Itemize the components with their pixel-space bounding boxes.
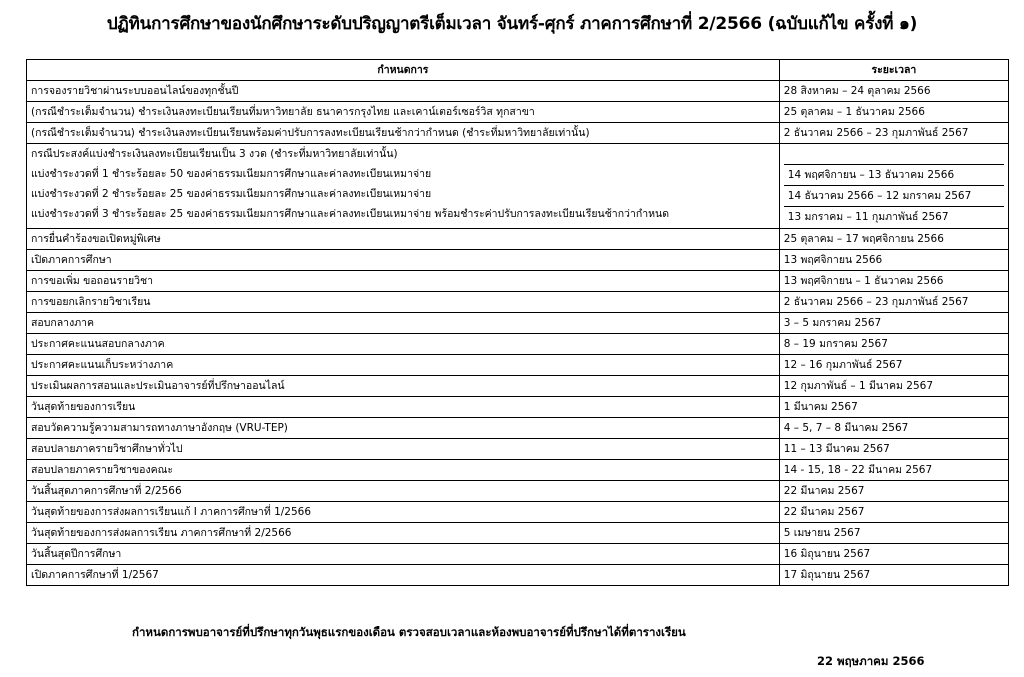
installment-date-blank bbox=[784, 144, 1004, 164]
schedule-item: (กรณีชำระเต็มจำนวน) ชำระเงินลงทะเบียนเรียนพร้อมค่าปรับการลงทะเบียนเรียนช้ากว่ากำหนด (ชำระที่มหาวิทยาลัยเท่านั้น) bbox=[27, 123, 780, 144]
schedule-date: 11 – 13 มีนาคม 2567 bbox=[779, 439, 1008, 460]
schedule-item: เปิดภาคการศึกษา bbox=[27, 250, 780, 271]
schedule-date: 25 ตุลาคม – 17 พฤศจิกายน 2566 bbox=[779, 229, 1008, 250]
schedule-date: 22 มีนาคม 2567 bbox=[779, 502, 1008, 523]
academic-calendar-table bbox=[26, 59, 1009, 586]
schedule-item: เปิดภาคการศึกษาที่ 1/2567 bbox=[27, 565, 780, 586]
table-row bbox=[27, 376, 1009, 397]
installment-line-2: แบ่งชำระงวดที่ 2 ชำระร้อยละ 25 ของค่าธรรมเนียมการศึกษาและค่าลงทะเบียนเหมาจ่าย bbox=[31, 188, 432, 200]
schedule-date: 2 ธันวาคม 2566 – 23 กุมภาพันธ์ 2567 bbox=[779, 292, 1008, 313]
advisor-meeting-note: กำหนดการพบอาจารย์ที่ปรึกษาทุกวันพุธแรกของเดือน ตรวจสอบเวลาและห้องพบอาจารย์ที่ปรึกษาได้ที่ตารางเรียน bbox=[132, 625, 686, 639]
schedule-date: 13 พฤศจิกายน – 1 ธันวาคม 2566 bbox=[779, 271, 1008, 292]
schedule-date: 12 – 16 กุมภาพันธ์ 2567 bbox=[779, 355, 1008, 376]
installment-date-2: 14 ธันวาคม 2566 – 12 มกราคม 2567 bbox=[784, 185, 1004, 206]
table-row bbox=[27, 250, 1009, 271]
schedule-date: 3 – 5 มกราคม 2567 bbox=[779, 313, 1008, 334]
installment-date-3: 13 มกราคม – 11 กุมภาพันธ์ 2567 bbox=[784, 206, 1004, 227]
document-date: 22 พฤษภาคม 2566 bbox=[817, 654, 925, 668]
schedule-item: สอบปลายภาครายวิชาศึกษาทั่วไป bbox=[27, 439, 780, 460]
table-row bbox=[27, 418, 1009, 439]
schedule-item: (กรณีชำระเต็มจำนวน) ชำระเงินลงทะเบียนเรียนที่มหาวิทยาลัย ธนาคารกรุงไทย และเคาน์เตอร์เซอร์วิส ทุกสาขา bbox=[27, 102, 780, 123]
schedule-item: การขอยกเลิกรายวิชาเรียน bbox=[27, 292, 780, 313]
table-row bbox=[27, 397, 1009, 418]
schedule-item: การยื่นคำร้องขอเปิดหมู่พิเศษ bbox=[27, 229, 780, 250]
schedule-item: วันสุดท้ายของการเรียน bbox=[27, 397, 780, 418]
schedule-item: วันสุดท้ายของการส่งผลการเรียน ภาคการศึกษาที่ 2/2566 bbox=[27, 523, 780, 544]
schedule-date: 22 มีนาคม 2567 bbox=[779, 481, 1008, 502]
installment-heading: กรณีประสงค์แบ่งชำระเงินลงทะเบียนเรียนเป็น 3 งวด (ชำระที่มหาวิทยาลัยเท่านั้น) bbox=[31, 148, 398, 160]
table-row bbox=[27, 355, 1009, 376]
schedule-date: 28 สิงหาคม – 24 ตุลาคม 2566 bbox=[779, 81, 1008, 102]
page-title: ปฏิทินการศึกษาของนักศึกษาระดับปริญญาตรีเต็มเวลา จันทร์-ศุกร์ ภาคการศึกษาที่ 2/2566 (ฉบับแก้ไข ครั้งที่ ๑) bbox=[106, 14, 918, 34]
schedule-item: วันสิ้นสุดปีการศึกษา bbox=[27, 544, 780, 565]
schedule-item: วันสุดท้ายของการส่งผลการเรียนแก้ I ภาคการศึกษาที่ 1/2566 bbox=[27, 502, 780, 523]
table-row bbox=[27, 439, 1009, 460]
schedule-item: ประกาศคะแนนสอบกลางภาค bbox=[27, 334, 780, 355]
table-row bbox=[27, 271, 1009, 292]
schedule-item: ประเมินผลการสอนและประเมินอาจารย์ที่ปรึกษาออนไลน์ bbox=[27, 376, 780, 397]
schedule-item: ประกาศคะแนนเก็บระหว่างภาค bbox=[27, 355, 780, 376]
table-row bbox=[27, 565, 1009, 586]
schedule-date: 14 - 15, 18 - 22 มีนาคม 2567 bbox=[779, 460, 1008, 481]
installment-line-1: แบ่งชำระงวดที่ 1 ชำระร้อยละ 50 ของค่าธรรมเนียมการศึกษาและค่าลงทะเบียนเหมาจ่าย bbox=[31, 168, 432, 180]
schedule-date: 25 ตุลาคม – 1 ธันวาคม 2566 bbox=[779, 102, 1008, 123]
schedule-item: การจองรายวิชาผ่านระบบออนไลน์ของทุกชั้นปี bbox=[27, 81, 780, 102]
table-row bbox=[27, 292, 1009, 313]
schedule-date: 17 มิถุนายน 2567 bbox=[779, 565, 1008, 586]
schedule-date: 5 เมษายน 2567 bbox=[779, 523, 1008, 544]
schedule-date: 1 มีนาคม 2567 bbox=[779, 397, 1008, 418]
schedule-item: สอบวัดความรู้ความสามารถทางภาษาอังกฤษ (VRU-TEP) bbox=[27, 418, 780, 439]
table-row bbox=[27, 102, 1009, 123]
installment-dates bbox=[779, 144, 1008, 229]
table-row bbox=[27, 502, 1009, 523]
schedule-date: 13 พฤศจิกายน 2566 bbox=[779, 250, 1008, 271]
schedule-item: สอบปลายภาครายวิชาของคณะ bbox=[27, 460, 780, 481]
schedule-item: การขอเพิ่ม ขอถอนรายวิชา bbox=[27, 271, 780, 292]
column-header-duration: ระยะเวลา bbox=[779, 60, 1008, 81]
table-row bbox=[27, 544, 1009, 565]
table-row bbox=[27, 81, 1009, 102]
installment-row bbox=[27, 144, 1009, 229]
schedule-item: สอบกลางภาค bbox=[27, 313, 780, 334]
table-row bbox=[27, 334, 1009, 355]
installment-items bbox=[27, 144, 780, 229]
table-row bbox=[27, 481, 1009, 502]
installment-line-3: แบ่งชำระงวดที่ 3 ชำระร้อยละ 25 ของค่าธรรมเนียมการศึกษาและค่าลงทะเบียนเหมาจ่าย พร้อมชำระค่าปรับการลงทะเบียนเรียนช้ากว่ากำหนด bbox=[31, 208, 670, 220]
schedule-date: 12 กุมภาพันธ์ – 1 มีนาคม 2567 bbox=[779, 376, 1008, 397]
schedule-item: วันสิ้นสุดภาคการศึกษาที่ 2/2566 bbox=[27, 481, 780, 502]
table-row bbox=[27, 523, 1009, 544]
table-header-row bbox=[27, 60, 1009, 81]
schedule-date: 8 – 19 มกราคม 2567 bbox=[779, 334, 1008, 355]
column-header-schedule: กำหนดการ bbox=[27, 60, 780, 81]
schedule-date: 2 ธันวาคม 2566 – 23 กุมภาพันธ์ 2567 bbox=[779, 123, 1008, 144]
schedule-date: 16 มิถุนายน 2567 bbox=[779, 544, 1008, 565]
table-row bbox=[27, 229, 1009, 250]
installment-date-1: 14 พฤศจิกายน – 13 ธันวาคม 2566 bbox=[784, 164, 1004, 185]
table-row bbox=[27, 123, 1009, 144]
schedule-date: 4 – 5, 7 – 8 มีนาคม 2567 bbox=[779, 418, 1008, 439]
table-row bbox=[27, 313, 1009, 334]
table-row bbox=[27, 460, 1009, 481]
